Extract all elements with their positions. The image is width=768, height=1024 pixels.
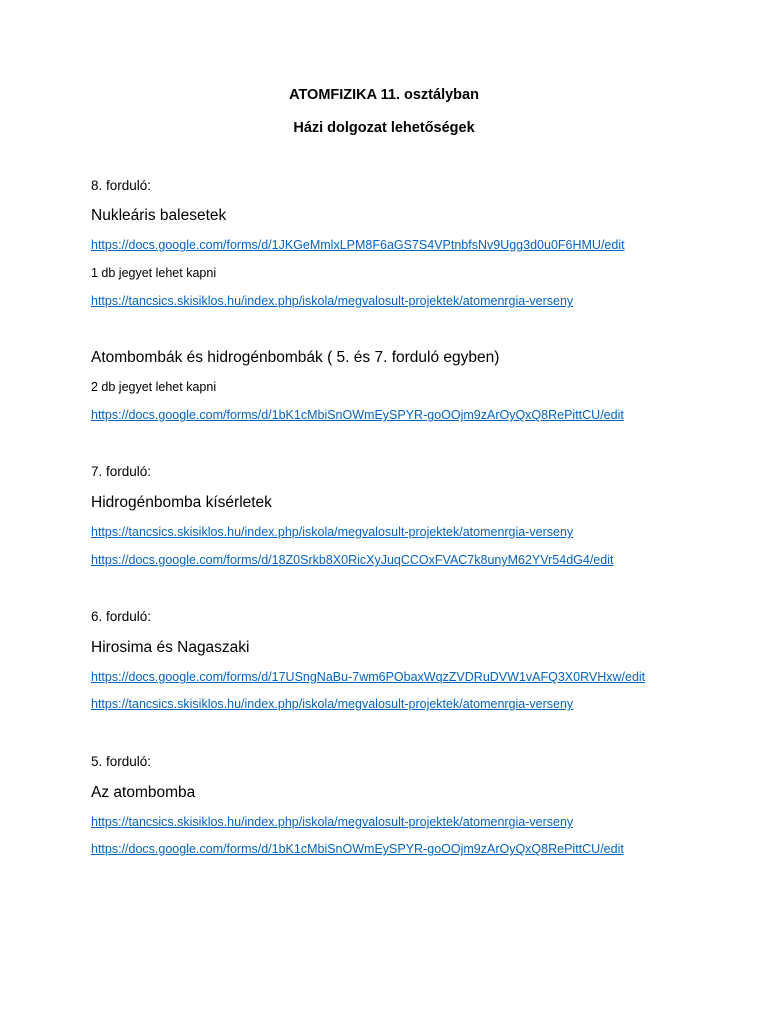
project-page-link[interactable]: https://tancsics.skisiklos.hu/index.php/iskola/megvalosult-projektek/atomenrgia-verseny [91, 525, 574, 539]
form-link[interactable]: https://docs.google.com/forms/d/17USngNaBu-7wm6PObaxWqzZVDRuDVW1vAFQ3X0RVHxw/edit [91, 670, 646, 684]
form-link[interactable]: https://docs.google.com/forms/d/1JKGeMmlxLPM8F6aGS7S4VPtnbfsNv9Ugg3d0u0F6HMU/edit [91, 238, 625, 252]
form-link[interactable]: https://docs.google.com/forms/d/1bK1cMbiSnOWmEySPYR-goOOjm9zArOyQxQ8RePittCU/edit [91, 842, 624, 856]
topic-heading-atomic-bomb: Az atombomba [91, 784, 196, 801]
document-subtitle: Házi dolgozat lehetőségek [293, 120, 475, 136]
topic-heading-hiroshima-nagasaki: Hirosima és Nagaszaki [91, 639, 250, 656]
project-page-link[interactable]: https://tancsics.skisiklos.hu/index.php/iskola/megvalosult-projektek/atomenrgia-verseny [91, 294, 574, 308]
topic-heading-hydrogen-bomb-tests: Hidrogénbomba kísérletek [91, 494, 272, 511]
project-page-link[interactable]: https://tancsics.skisiklos.hu/index.php/iskola/megvalosult-projektek/atomenrgia-verseny [91, 697, 574, 711]
grade-note: 1 db jegyet lehet kapni [91, 266, 217, 280]
round-label-7: 7. forduló: [91, 464, 152, 479]
topic-heading-nuclear-accidents: Nukleáris balesetek [91, 207, 227, 224]
grade-note: 2 db jegyet lehet kapni [91, 380, 217, 394]
round-label-6: 6. forduló: [91, 609, 152, 624]
project-page-link[interactable]: https://tancsics.skisiklos.hu/index.php/iskola/megvalosult-projektek/atomenrgia-verseny [91, 815, 574, 829]
round-label-5: 5. forduló: [91, 754, 152, 769]
form-link[interactable]: https://docs.google.com/forms/d/18Z0Srkb8X0RicXyJuqCCOxFVAC7k8unyM62YVr54dG4/edit [91, 553, 614, 567]
round-label-8: 8. forduló: [91, 178, 152, 193]
form-link[interactable]: https://docs.google.com/forms/d/1bK1cMbiSnOWmEySPYR-goOOjm9zArOyQxQ8RePittCU/edit [91, 408, 624, 422]
document-title: ATOMFIZIKA 11. osztályban [289, 87, 479, 103]
topic-heading-atomic-hydrogen-bombs: Atombombák és hidrogénbombák ( 5. és 7. forduló egyben) [91, 349, 500, 366]
